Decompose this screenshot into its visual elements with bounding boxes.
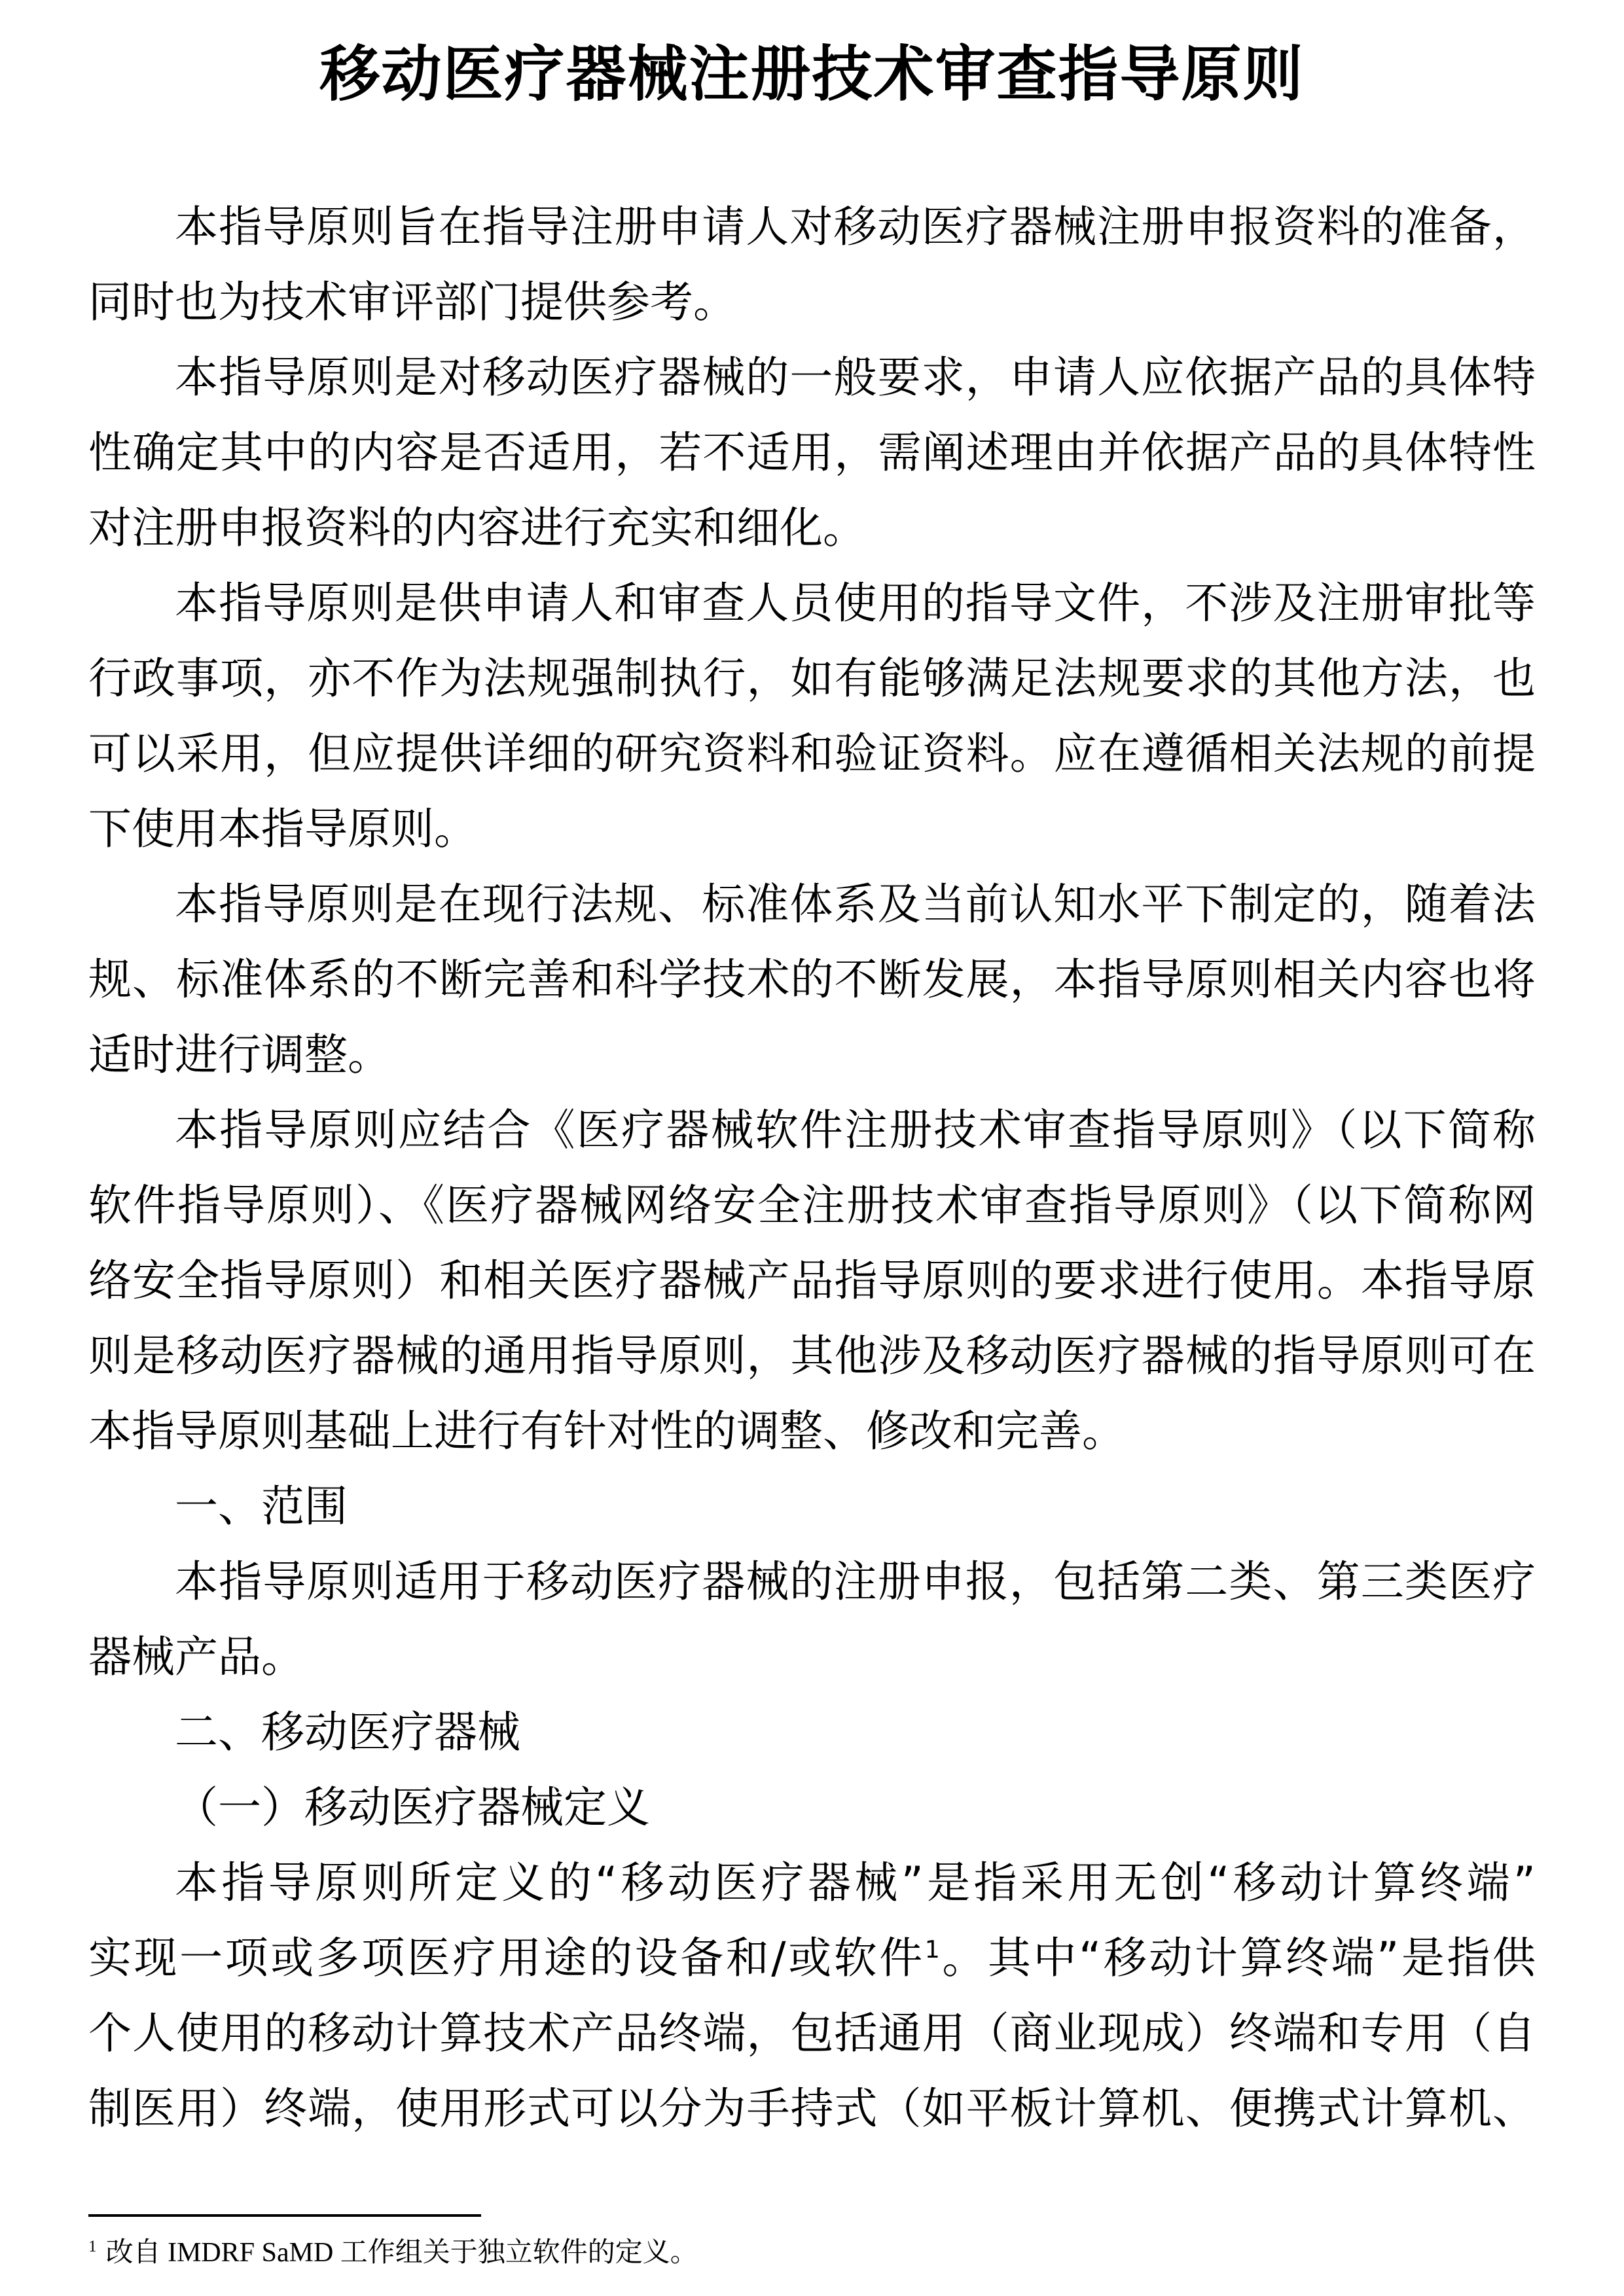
text-line: 则是移动医疗器械的通用指导原则，其他涉及移动医疗器械的指导原则可在 (88, 1331, 1536, 1381)
text-line: 个人使用的移动计算技术产品终端，包括通用（商业现成）终端和专用（自 (88, 2008, 1536, 2058)
text-line: 本指导原则应结合《医疗器械软件注册技术审查指导原则》（以下简称 (175, 1105, 1536, 1155)
section-heading: 一、范围 (175, 1481, 348, 1532)
text-line: 络安全指导原则）和相关医疗器械产品指导原则的要求进行使用。本指导原 (88, 1255, 1536, 1306)
text-segment: 。其中“移动计算终端”是指供 (939, 1933, 1536, 1983)
text-segment: 实现一项或多项医疗用途的设备和/或软件 (88, 1933, 925, 1983)
text-line: 制医用）终端，使用形式可以分为手持式（如平板计算机、便携式计算机、 (88, 2083, 1536, 2134)
text-line: 对注册申报资料的内容进行充实和细化。 (88, 503, 866, 553)
text-line (88, 1920, 1536, 1996)
text-line: 可以采用，但应提供详细的研究资料和验证资料。应在遵循相关法规的前提 (88, 728, 1536, 779)
footnote-area (88, 2214, 1536, 2272)
footnote-separator-rule (88, 2214, 481, 2217)
text-line: 规、标准体系的不断完善和科学技术的不断发展，本指导原则相关内容也将 (88, 954, 1536, 1005)
text-line: 同时也为技术审评部门提供参考。 (88, 277, 736, 327)
section-heading: （一）移动医疗器械定义 (175, 1782, 650, 1833)
text-line: 行政事项，亦不作为法规强制执行，如有能够满足法规要求的其他方法，也 (88, 653, 1536, 704)
footnote (88, 2227, 1536, 2272)
text-line: 本指导原则旨在指导注册申请人对移动医疗器械注册申报资料的准备， (175, 202, 1536, 252)
text-line: 本指导原则是在现行法规、标准体系及当前认知水平下制定的，随着法 (175, 879, 1536, 929)
text-line: 器械产品。 (88, 1632, 304, 1682)
text-line: 本指导原则适用于移动医疗器械的注册申报，包括第二类、第三类医疗 (175, 1556, 1536, 1607)
footnote-marker: 1 (88, 2238, 97, 2255)
text-line: 本指导原则所定义的“移动医疗器械”是指采用无创“移动计算终端” (175, 1857, 1536, 1908)
text-line: 性确定其中的内容是否适用，若不适用，需阐述理由并依据产品的具体特性 (88, 427, 1536, 478)
text-line: 适时进行调整。 (88, 1030, 391, 1080)
footnote-text: 改自 IMDRF SaMD 工作组关于独立软件的定义。 (105, 2238, 698, 2268)
document-title: 移动医疗器械注册技术审查指导原则 (319, 39, 1305, 109)
text-line: 下使用本指导原则。 (88, 804, 477, 854)
text-line: 本指导原则是供申请人和审查人员使用的指导文件，不涉及注册审批等 (175, 578, 1536, 628)
text-line: 本指导原则是对移动医疗器械的一般要求，申请人应依据产品的具体特 (175, 352, 1536, 403)
text-line: 软件指导原则）、《医疗器械网络安全注册技术审查指导原则》（以下简称网 (88, 1180, 1536, 1230)
section-heading: 二、移动医疗器械 (175, 1707, 520, 1757)
text-line: 本指导原则基础上进行有针对性的调整、修改和完善。 (88, 1406, 1125, 1456)
footnote-reference: 1 (924, 1935, 940, 1964)
document-body (88, 189, 1536, 2146)
